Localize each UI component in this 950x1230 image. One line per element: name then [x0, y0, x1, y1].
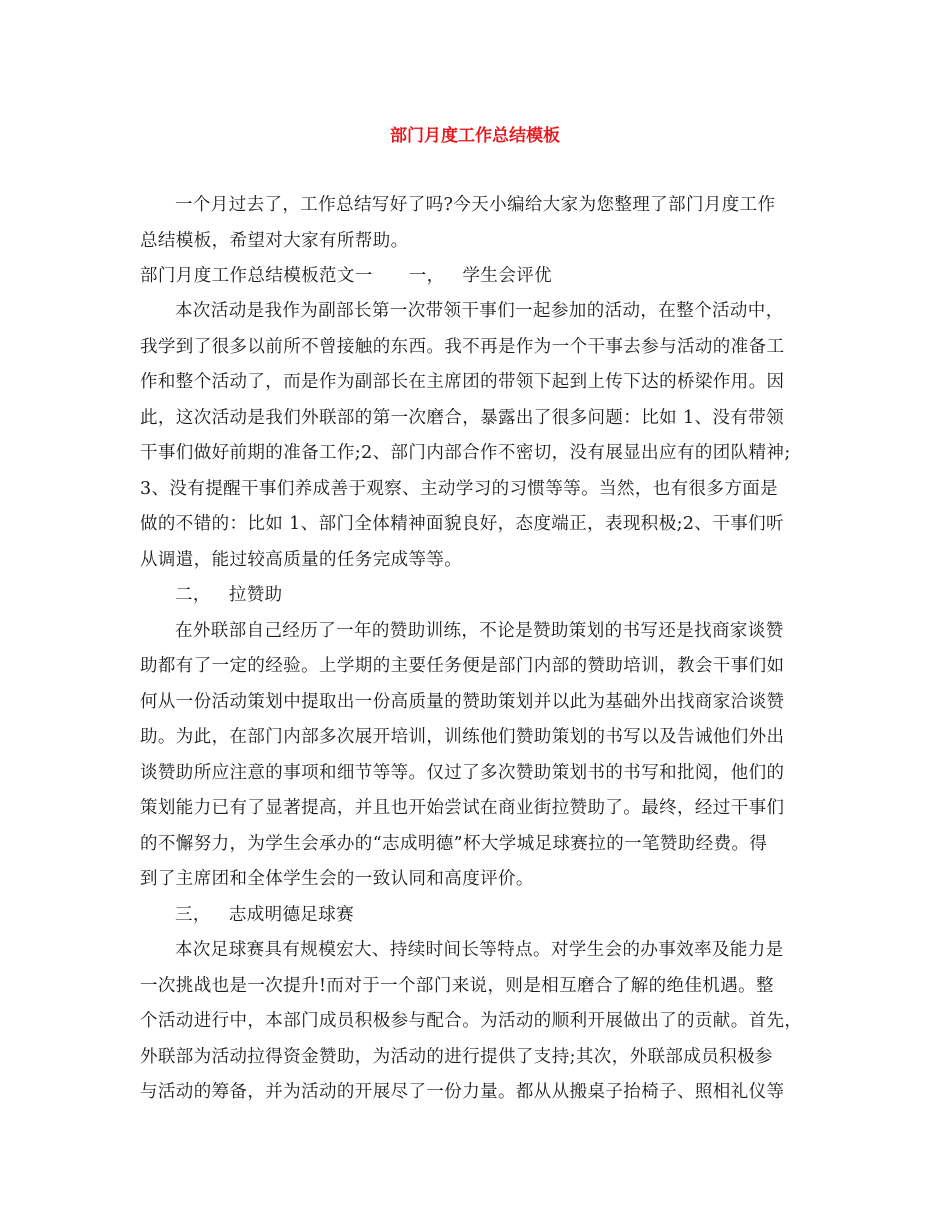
section-3-line: 外联部为活动拉得资金赞助，为活动的进行提供了支持;其次，外联部成员积极参	[140, 1047, 773, 1067]
sample-heading-row	[140, 264, 552, 288]
section-3-line: 一次挑战也是一次提升!而对于一个部门来说，则是相互磨合了解的绝佳机遇。整	[140, 976, 774, 996]
section-2-line: 策划能力已有了显著提高，并且也开始尝试在商业街拉赞助了。最终，经过干事们	[140, 798, 785, 818]
section-1-line: 我学到了很多以前所不曾接触的东西。我不再是作为一个干事去参与活动的准备工	[140, 337, 785, 357]
section-2-line: 到了主席团和全体学生会的一致认同和高度评价。	[140, 869, 534, 889]
section-1-line: 从调遣，能过较高质量的任务完成等等。	[140, 550, 463, 570]
section-1-line: 此，这次活动是我们外联部的第一次磨合，暴露出了很多问题：比如 1、没有带领	[140, 408, 784, 428]
section-1-heading: 学生会评优	[462, 266, 553, 286]
section-2-line: 助都有了一定的经验。上学期的主要任务便是部门内部的赞助培训，教会干事们如	[140, 656, 785, 676]
document-title: 部门月度工作总结模板	[390, 126, 560, 146]
section-2-heading: 拉赞助	[228, 585, 283, 605]
section-3-heading-row	[175, 903, 354, 927]
section-1-number: 一，	[408, 266, 445, 286]
section-2-line: 在外联部自己经历了一年的赞助训练，不论是赞助策划的书写还是找商家谈赞	[175, 621, 784, 641]
section-3-line: 本次足球赛具有规模宏大、持续时间长等特点。对学生会的办事效率及能力是	[175, 940, 784, 960]
section-1-line: 干事们做好前期的准备工作;2、部门内部合作不密切，没有展显出应有的团队精神;	[140, 443, 791, 463]
section-2-number: 二，	[175, 585, 211, 605]
intro-line-1: 一个月过去了，工作总结写好了吗?今天小编给大家为您整理了部门月度工作	[175, 195, 776, 215]
section-2-line: 助。为此，在部门内部多次展开培训，训练他们赞助策划的书写以及告诫他们外出	[140, 727, 785, 747]
section-3-number: 三，	[175, 905, 211, 925]
section-1-line: 做的不错的：比如 1、部门全体精神面貌良好，态度端正，表现积极;2、干事们听	[140, 514, 784, 534]
sample-heading: 部门月度工作总结模板范文一	[140, 266, 373, 286]
section-3-line: 与活动的筹备，并为活动的开展尽了一份力量。都从从搬桌子抬椅子、照相礼仪等	[140, 1082, 785, 1102]
intro-line-2: 总结模板，希望对大家有所帮助。	[140, 231, 409, 251]
section-1-line: 3、没有提醒干事们养成善于观察、主动学习的习惯等等。当然，也有很多方面是	[140, 479, 779, 499]
section-1-line: 本次活动是我作为副部长第一次带领干事们一起参加的活动，在整个活动中，	[175, 301, 784, 321]
section-2-heading-row	[175, 583, 283, 607]
section-2-line: 的不懈努力，为学生会承办的“志成明德”杯大学城足球赛拉的一笔赞助经费。得	[140, 834, 768, 854]
section-3-heading: 志成明德足球赛	[228, 905, 355, 925]
section-3-line: 个活动进行中，本部门成员积极参与配合。为活动的顺利开展做出了的贡献。首先，	[140, 1011, 803, 1031]
section-2-line: 谈赞助所应注意的事项和细节等等。仅过了多次赞助策划书的书写和批阅，他们的	[140, 763, 785, 783]
section-1-line: 作和整个活动了，而是作为副部长在主席团的带领下起到上传下达的桥梁作用。因	[140, 372, 785, 392]
section-2-line: 何从一份活动策划中提取出一份高质量的赞助策划并以此为基础外出找商家洽谈赞	[140, 692, 785, 712]
